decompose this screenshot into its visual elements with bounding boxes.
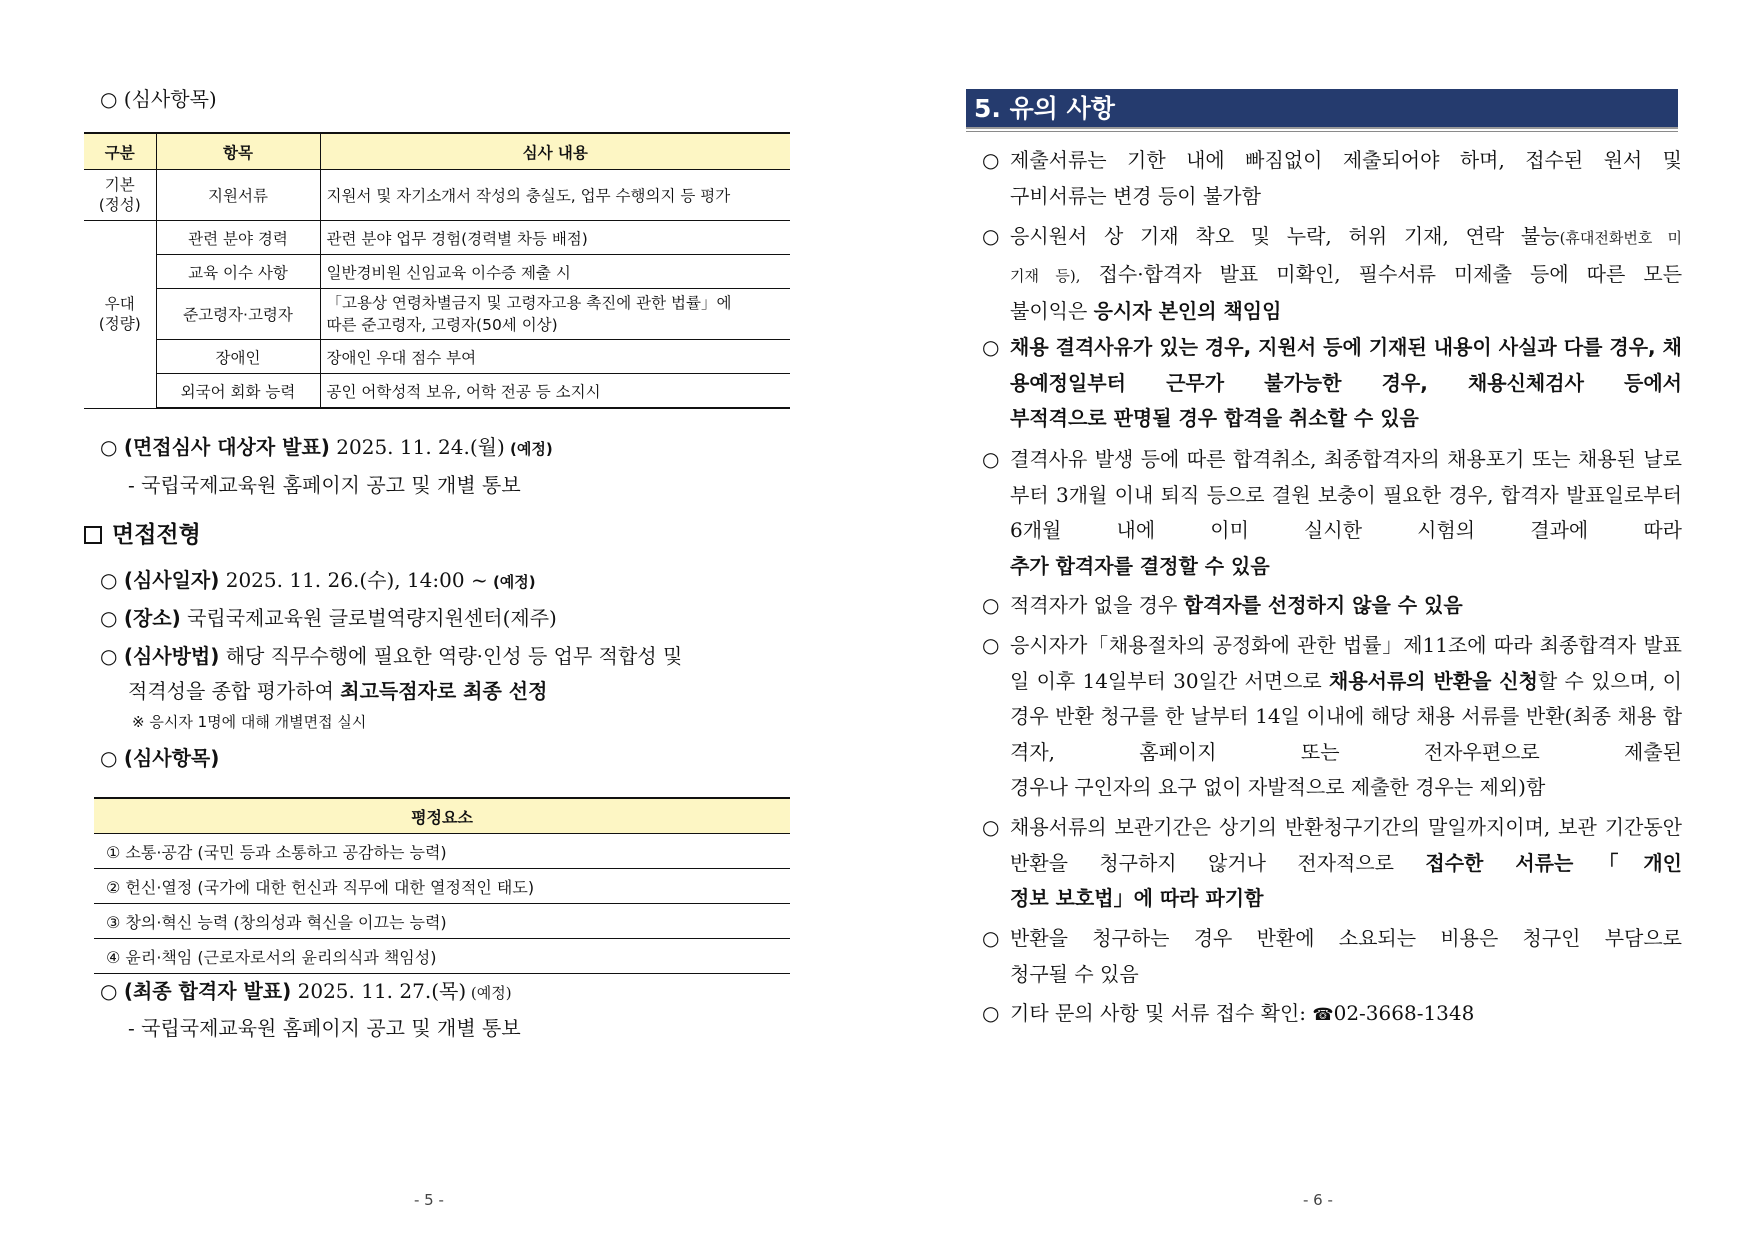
table-row <box>84 255 790 289</box>
bullet-icon: ○ <box>982 224 1000 248</box>
table-row <box>84 374 790 409</box>
review-date: ○ (심사일자) 2025. 11. 26.(수), 14:00 ~ (예정) <box>100 568 536 592</box>
item-cell: 준고령자·고령자 <box>156 289 320 340</box>
bullet-icon: ○ <box>982 593 1000 617</box>
document-review-table <box>84 132 790 409</box>
review-method-note: ※ 응시자 1명에 대해 개별면접 실시 <box>132 713 367 731</box>
content-cell: 공인 어학성적 보유, 어학 전공 등 소지시 <box>320 374 790 409</box>
table-row: ① 소통·공감 (국민 등과 소통하고 공감하는 능력) <box>94 834 790 869</box>
table-row: ④ 윤리·책임 (근로자로서의 윤리의식과 책임성) <box>94 939 790 974</box>
page-number: - 6 - <box>1303 1191 1333 1209</box>
content-cell: 일반경비원 신임교육 이수증 제출 시 <box>320 255 790 289</box>
checkbox-square-icon <box>84 526 102 544</box>
bullet-icon: ○ <box>982 633 1000 657</box>
table-row: ② 헌신·열정 (국가에 대한 헌신과 직무에 대한 열정적인 태도) <box>94 869 790 904</box>
item-cell: 관련 분야 경력 <box>156 221 320 255</box>
final-announcement-sub: - 국립국제교육원 홈페이지 공고 및 개별 통보 <box>128 1016 521 1040</box>
notice-item: 채용서류의 보관기간은 상기의 반환청구기간의 말일까지이며, 보관 기간동안 반환을 청구하지 않거나 전자적으로 접수한 서류는「개인 정보 보호법」에 따라 파기함 <box>1010 815 1682 910</box>
review-method-line2: 적격성을 종합 평가하여 최고득점자로 최종 선정 <box>128 679 548 703</box>
review-method: ○ (심사방법) 해당 직무수행에 필요한 역량·인성 등 업무 적합성 및 <box>100 644 683 668</box>
notice-item: 응시자가「채용절차의 공정화에 관한 법률」제11조에 따라 최종합격자 발표일 이후 14일부터 30일간 서면으로 채용서류의 반환을 신청할 수 있으며, 이 경우 반환 청구를 한 날부터 14일 이내에 해당 채용 서류를 반환(최종 채용 합격자, 홈페이지 또는 전자우편으로 제출된 경우나 구인자의 요구 없이 자발적으로 제출한 경우는 제외)함 <box>1010 633 1683 799</box>
notice-item: 반환을 청구하는 경우 반환에 소요되는 비용은 청구인 부담으로 청구될 수 있음 <box>1010 926 1682 986</box>
item-cell: 외국어 회화 능력 <box>156 374 320 409</box>
interview-criteria-table <box>94 797 790 974</box>
section-title: 5. 유의 사항 <box>966 89 1678 129</box>
bullet-icon: ○ <box>982 815 1000 839</box>
section-divider <box>966 131 1678 132</box>
table-row <box>84 340 790 374</box>
notice-item: 응시원서 상 기재 착오 및 누락, 허위 기재, 연락 불능(휴대전화번호 미 기재 등), 접수·합격자 발표 미확인, 필수서류 미제출 등에 따른 모든 불이익은 응시자 본인의 책임임 <box>1010 224 1683 323</box>
final-announcement: ○ (최종 합격자 발표) 2025. 11. 27.(목) (예정) <box>100 979 512 1003</box>
table-header-row <box>94 798 790 834</box>
review-place: ○ (장소) 국립국제교육원 글로벌역량지원센터(제주) <box>100 606 557 630</box>
group-cell: 기본 (정성) <box>84 170 156 221</box>
item-cell: 장애인 <box>156 340 320 374</box>
table-header-cell: 구분 <box>84 133 156 170</box>
table-row <box>84 170 790 221</box>
phone-icon: ☎ <box>1312 1005 1334 1025</box>
item-cell: 교육 이수 사항 <box>156 255 320 289</box>
bullet-icon: ○ <box>982 335 1000 359</box>
content-cell: 「고용상 연령차별금지 및 고령자고용 촉진에 관한 법률」에 따른 준고령자, 고령자(50세 이상) <box>320 289 790 340</box>
group-cell: 우대 (정량) <box>84 221 156 409</box>
notice-item: 적격자가 없을 경우 합격자를 선정하지 않을 수 있음 <box>1010 593 1463 617</box>
bullet-icon: ○ <box>982 926 1000 950</box>
table-header-cell: 항목 <box>156 133 320 170</box>
eval-items-heading: ○ (심사항목) <box>100 87 217 111</box>
table-row <box>84 289 790 340</box>
content-cell: 지원서 및 자기소개서 작성의 충실도, 업무 수행의지 등 평가 <box>320 170 790 221</box>
bullet-icon: ○ <box>982 148 1000 172</box>
notice-item: 결격사유 발생 등에 따른 합격취소, 최종합격자의 채용포기 또는 채용된 날로부터 3개월 이내 퇴직 등으로 결원 보충이 필요한 경우, 합격자 발표일로부터 6개월 내에 이미 실시한 시험의 결과에 따라 추가 합격자를 결정할 수 있음 <box>1010 447 1682 578</box>
interview-section-title: 면접전형 <box>84 520 201 550</box>
table-header-cell: 평정요소 <box>94 798 790 834</box>
bullet-icon: ○ <box>982 447 1000 471</box>
item-cell: 지원서류 <box>156 170 320 221</box>
table-header-row <box>84 133 790 170</box>
bullet-icon: ○ <box>982 1001 1000 1025</box>
table-row <box>84 221 790 255</box>
content-cell: 관련 분야 업무 경험(경력별 차등 배점) <box>320 221 790 255</box>
page-number: - 5 - <box>414 1191 444 1209</box>
table-header-cell: 심사 내용 <box>320 133 790 170</box>
interview-announcement: ○ (면접심사 대상자 발표) 2025. 11. 24.(월) (예정) <box>100 435 553 459</box>
content-cell: 장애인 우대 점수 부여 <box>320 340 790 374</box>
table-row: ③ 창의·혁신 능력 (창의성과 혁신을 이끄는 능력) <box>94 904 790 939</box>
interview-announcement-sub: - 국립국제교육원 홈페이지 공고 및 개별 통보 <box>128 473 521 497</box>
notice-item: 기타 문의 사항 및 서류 접수 확인: ☎02-3668-1348 <box>1010 1001 1475 1025</box>
eval-items-heading-2: ○ (심사항목) <box>100 746 220 770</box>
notice-item: 제출서류는 기한 내에 빠짐없이 제출되어야 하며, 접수된 원서 및 구비서류는 변경 등이 불가함 <box>1010 148 1682 208</box>
notice-item: 채용 결격사유가 있는 경우, 지원서 등에 기재된 내용이 사실과 다를 경우, 채용예정일부터 근무가 불가능한 경우, 채용신체검사 등에서 부적격으로 판명될 경우 합격을 취소할 수 있음 <box>1010 335 1682 430</box>
